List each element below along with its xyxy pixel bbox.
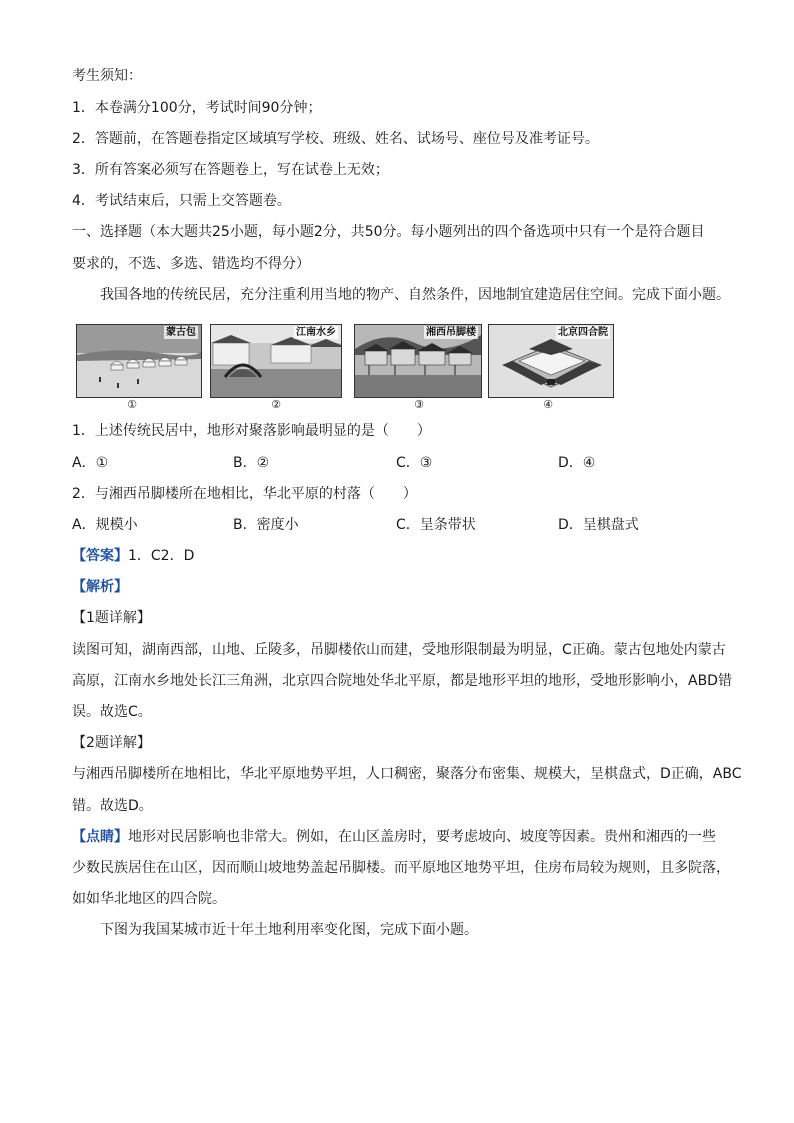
tip-line-2: 少数民族居住在山区，因而顺山坡地势盖起吊脚楼。而平原地区地势平坦，住房布局较为规则，且多院落， [72, 860, 730, 876]
tip-line-3: 如如华北地区的四合院。 [72, 891, 226, 907]
photo-caption: 蒙古包 [166, 327, 196, 338]
photo-jiangnan-water-town [210, 324, 342, 398]
notice-item-1: 1．本卷满分100分，考试时间90分钟； [72, 100, 322, 116]
tip-label: 【点睛】 [72, 829, 128, 845]
tip-line-1 [72, 827, 716, 847]
next-question-intro: 下图为我国某城市近十年土地利用率变化图，完成下面小题。 [100, 922, 478, 938]
detail-2-line-2: 错。故选D。 [72, 798, 153, 814]
photo-caption: 江南水乡 [296, 327, 336, 338]
section-header-line1: 一、选择题（本大题共25小题，每小题2分，共50分。每小题列出的四个备选项中只有一个是符合题目 [72, 224, 705, 240]
photo-number: ② [271, 398, 281, 411]
answer-value: 1．C2．D [128, 548, 195, 564]
question-2-option-b: B．密度小 [233, 517, 299, 533]
question-intro: 我国各地的传统民居，充分注重利用当地的物产、自然条件，因地制宜建造居住空间。完成下面小题。 [100, 287, 730, 303]
question-1-option-c: C．③ [396, 455, 433, 471]
photo-beijing-siheyuan [488, 324, 614, 398]
photo-number: ④ [543, 398, 553, 411]
notice-title: 考生须知： [72, 68, 142, 84]
section-header-line2: 要求的，不选、多选、错选均不得分） [72, 256, 310, 272]
question-2-option-c: C．呈条带状 [396, 517, 476, 533]
photo-mongolian-yurt [76, 324, 202, 398]
notice-item-3: 3．所有答案必须写在答题卷上，写在试卷上无效； [72, 162, 389, 178]
question-1-option-a: A．① [72, 455, 109, 471]
photo-number: ① [127, 398, 137, 411]
notice-item-4: 4．考试结束后，只需上交答题卷。 [72, 193, 291, 209]
detail-1-line-3: 误。故选C。 [72, 704, 152, 720]
question-2-stem: 2．与湘西吊脚楼所在地相比，华北平原的村落（ ） [72, 486, 417, 502]
detail-2-line-1: 与湘西吊脚楼所在地相比，华北平原地势平坦，人口稠密，聚落分布密集、规模大，呈棋盘式，D正确，ABC [72, 766, 742, 782]
analysis-label: 【解析】 [72, 579, 128, 595]
detail-1-line-1: 读图可知，湖南西部，山地、丘陵多，吊脚楼依山而建，受地形限制最为明显，C正确。蒙古包地处内蒙古 [72, 642, 726, 658]
notice-item-2: 2．答题前，在答题卷指定区域填写学校、班级、姓名、试场号、座位号及准考证号。 [72, 131, 599, 147]
tip-text-1: 地形对民居影响也非常大。例如，在山区盖房时，要考虑坡向、坡度等因素。贵州和湘西的一些 [128, 829, 716, 845]
photo-number: ③ [414, 398, 424, 411]
photo-caption: 北京四合院 [558, 327, 608, 338]
detail-1-line-2: 高原，江南水乡地处长江三角洲，北京四合院地处华北平原，都是地形平坦的地形，受地形影响小，ABD错 [72, 673, 732, 689]
question-1-option-b: B．② [233, 455, 270, 471]
question-1-stem: 1．上述传统民居中，地形对聚落影响最明显的是（ ） [72, 423, 431, 439]
question-2-option-d: D．呈棋盘式 [558, 517, 639, 533]
question-2-option-a: A．规模小 [72, 517, 138, 533]
question-1-option-d: D．④ [558, 455, 596, 471]
photo-xiangxi-stilt-house [354, 324, 482, 398]
answer-line [72, 546, 194, 566]
detail-2-title: 【2题详解】 [72, 735, 151, 751]
detail-1-title: 【1题详解】 [72, 610, 151, 626]
answer-label: 【答案】 [72, 548, 128, 564]
photo-caption: 湘西吊脚楼 [426, 327, 476, 338]
